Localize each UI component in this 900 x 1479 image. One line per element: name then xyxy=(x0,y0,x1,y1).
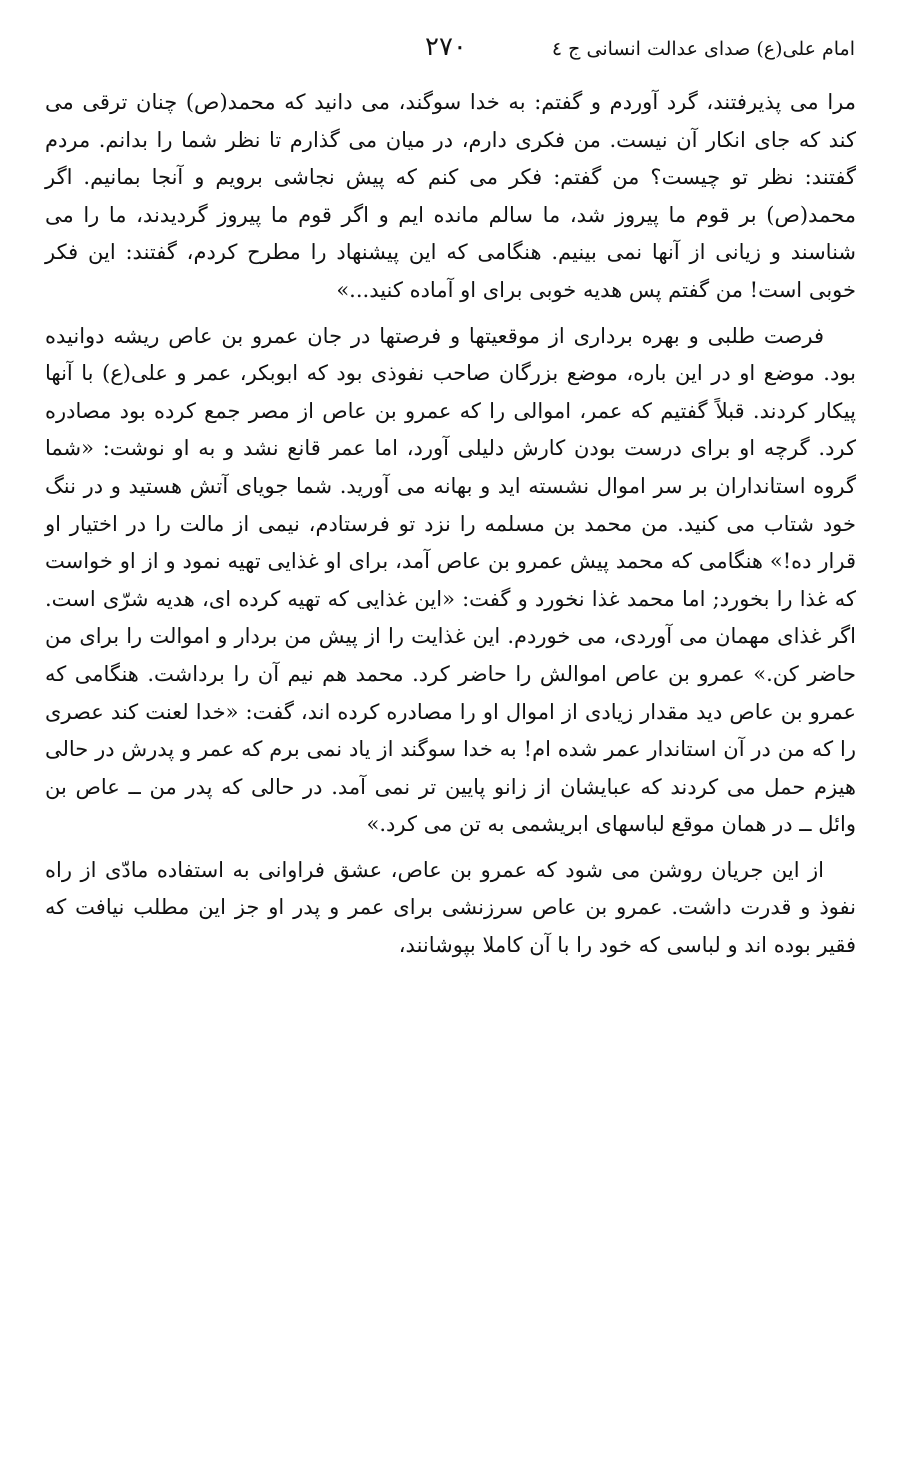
running-title: امام علی(ع) صدای عدالت انسانی ج ٤ xyxy=(551,38,855,60)
paragraph: از این جریان روشن می شود که عمرو بن عاص، عشق فراوانی به استفاده مادّی از راه نفوذ و قدرت داشت. عمرو بن عاص سرزنشی برای عمر و پدر او جز این مطلب نیافت که فقیر بوده اند و لباسی که خود را با آن کاملا بپوشانند، xyxy=(45,857,856,958)
paragraph-continued: مرا می پذیرفتند، گرد آوردم و گفتم: به خدا سوگند، می دانید که محمد(ص) چنان ترقی می کند که جای انکار آن نیست. من فکری دارم، در میان می گذارم تا نظر شما را بدانم. مردم گفتند: نظر تو چیست؟ من گفتم: فکر می کنم که پیش نجاشی برویم و آنجا بمانیم. اگر محمد(ص) بر قوم ما پیروز شد، ما سالم مانده ایم و اگر قوم ما پیروز گردیدند، ما را می شناسند و زیانی از آنها نمی بینیم. هنگامی که این پیشنهاد را مطرح کردم، گفتند: این فکر خوبی است! من گفتم پس هدیه خوبی برای او آماده کنید...» xyxy=(45,90,856,302)
paragraph: فرصت طلبی و بهره برداری از موقعیتها و فرصتها در جان عمرو بن عاص ریشه دوانیده بود. موضع او در این باره، موضع بزرگان صاحب نفوذی بود که ابوبکر، عمر و علی(ع) با آنها پیکار کردند. قبلاً گفتیم که عمر، اموالی را که عمرو بن عاص از مصر جمع کرده بود مصادره کرد. گرچه او برای درست بودن کارش دلیلی آورد، اما عمر قانع نشد و به او نوشت: «شما گروه استانداران بر سر اموال نشسته اید و بهانه می آورید. شما جویای آتش هستید و در ننگ خود شتاب می کنید. من محمد بن مسلمه را نزد تو فرستادم، نیمی از مالت را در اختیار او قرار ده!» هنگامی که محمد پیش عمرو بن عاص آمد، برای او غذایی تهیه نمود و از او خواست که غذا را بخورد; اما محمد غذا نخورد و گفت: «این غذایی که تهیه کرده ای، هدیه شرّی است. اگر غذای مهمان می آوردی، می خوردم. این غذایت را از پیش من بردار و اموالت را برای من حاضر کن.» عمرو بن عاص اموالش را حاضر کرد. محمد هم نیم آن را برداشت. هنگامی که عمرو بن عاص دید مقدار زیادی از اموال او را مصادره کرده اند، گفت: «خدا لعنت کند عصری را که من در آن استاندار عمر شده ام! به خدا سوگند از یاد نمی برم که عمر و پدرش در حالی هیزم حمل می کردند که عبایشان از زانو پایین تر نمی آمد. در حالی که پدر من ــ عاص بن وائل ــ در همان موقع لباسهای ابریشمی به تن می کرد.» xyxy=(45,323,857,837)
body-text xyxy=(45,84,856,973)
page-number: ۲۷۰ xyxy=(425,32,467,62)
page-header xyxy=(45,30,855,70)
